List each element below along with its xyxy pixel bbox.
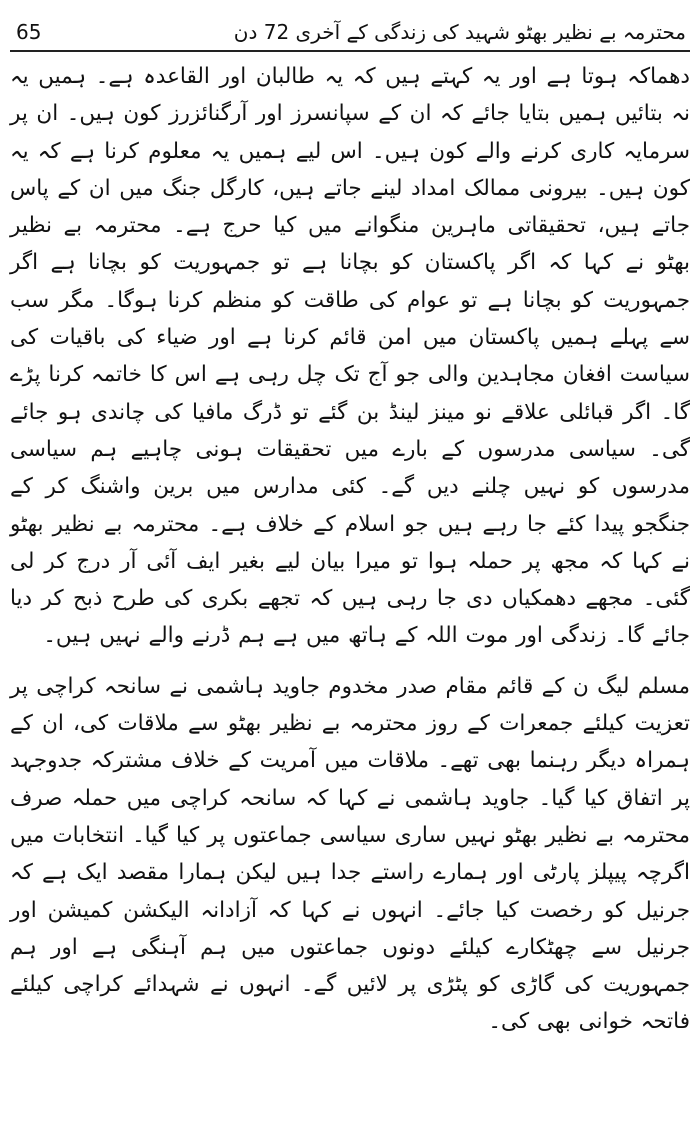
page-body: [10, 58, 690, 1125]
header-divider: [10, 50, 690, 52]
paragraph-1: دھماکہ ہوتا ہے اور یہ کہتے ہیں کہ یہ طالبان اور القاعدہ ہے۔ ہمیں یہ نہ بتائیں ہمیں بتایا جائے کہ ان کے سپانسرز اور آرگنائزرز کون ہیں۔ ان پر سرمایہ کاری کرنے والے کون ہیں۔ اس لیے ہمیں یہ معلوم کرنا ہے کہ یہ کون ہیں۔ بیرونی ممالک امداد لینے جاتے ہیں، کارگل جنگ میں ان کے پاس جاتے ہیں، تحقیقاتی ماہرین منگوانے میں کیا حرج ہے۔ محترمہ بے نظیر بھٹو نے کہا کہ اگر پاکستان کو بچانا ہے تو جمہوریت کو بچانا ہے اگر جمہوریت کو بچانا ہے تو عوام کی طاقت کو منظم کرنا ہوگا۔ مگر سب سے پہلے ہمیں پاکستان میں امن قائم کرنا ہے اور ضیاء کی باقیات کی سیاست افغان مجاہدین والی جو آج تک چل رہی ہے اس کا خاتمہ کرنا پڑے گا۔ اگر قبائلی علاقے نو مینز لینڈ بن گئے تو ڈرگ مافیا کی چاندی ہو جائے گی۔ سیاسی مدرسوں کے بارے میں تحقیقات ہونی چاہیے ہم سیاسی مدرسوں کو نہیں چلنے دیں گے۔ کئی مدارس میں برین واشنگ کر کے جنگجو پیدا کئے جا رہے ہیں جو اسلام کے خلاف ہے۔ محترمہ بے نظیر بھٹو نے کہا کہ مجھ پر حملہ ہوا تو میرا بیان لیے بغیر ایف آئی آر درج کر لی گئی۔ مجھے دھمکیاں دی جا رہی ہیں کہ تجھے بکری کی طرح ذبح کر دیا جائے گا۔ زندگی اور موت اللہ کے ہاتھ میں ہے ہم ڈرنے والے نہیں ہیں۔: [10, 64, 690, 649]
running-title: محترمہ بے نظیر بھٹو شہید کی زندگی کے آخری 72 دن: [233, 20, 686, 44]
page-number: 65: [16, 20, 42, 44]
page-header: [10, 6, 690, 46]
paragraph-2: مسلم لیگ ن کے قائم مقام صدر مخدوم جاوید ہاشمی نے سانحہ کراچی پر تعزیت کیلئے جمعرات کے روز محترمہ بے نظیر بھٹو سے ملاقات کی، ان کے ہمراہ دیگر رہنما بھی تھے۔ ملاقات میں آمریت کے خلاف مشترکہ جدوجہد پر اتفاق کیا گیا۔ جاوید ہاشمی نے کہا کہ سانحہ کراچی میں حملہ صرف محترمہ بے نظیر بھٹو نہیں ساری سیاسی جماعتوں پر کیا گیا۔ انتخابات میں اگرچہ پیپلز پارٹی اور ہمارے راستے جدا ہیں لیکن ہمارا مقصد ایک ہے کہ جرنیل کو رخصت کیا جائے۔ انہوں نے کہا کہ آزادانہ الیکشن کمیشن اور جرنیل سے چھٹکارے کیلئے دونوں جماعتوں میں ہم آہنگی ہے اور ہم جمہوریت کی گاڑی کو پٹڑی پر لائیں گے۔ انہوں نے شہدائے کراچی کیلئے فاتحہ خوانی بھی کی۔: [10, 673, 690, 1035]
